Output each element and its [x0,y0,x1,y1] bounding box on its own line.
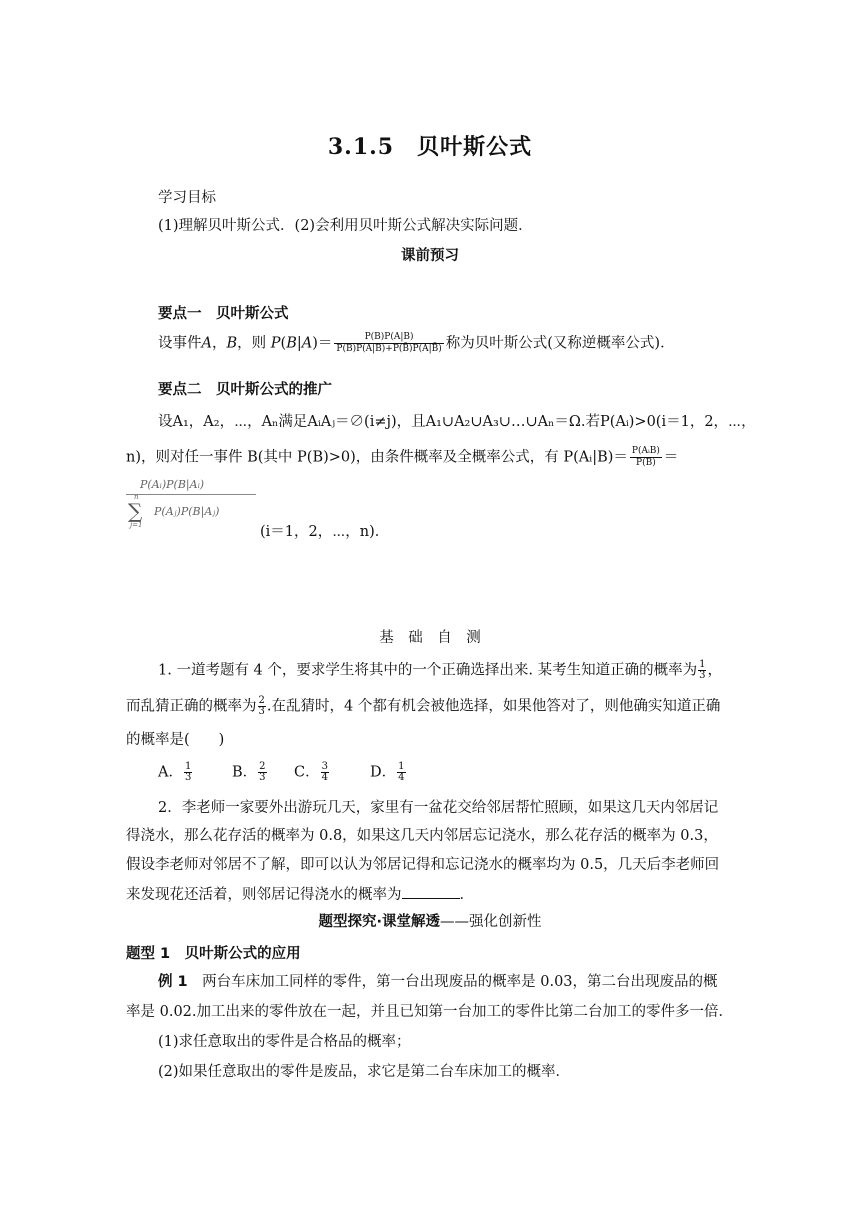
conditional-numerator: P(AᵢB) [631,446,660,456]
conditional-fraction [630,446,662,469]
example1-label: 例 1 [158,974,188,990]
generalized-denominator [126,495,256,533]
q1-option-d [370,762,407,783]
option-a-den: 3 [184,772,192,783]
point1-tail: 称为贝叶斯公式(又称逆概率公式)． [445,335,675,352]
q1-line2-a: 而乱猜正确的概率为 [126,698,257,715]
q1-prob-know-den: 3 [699,670,706,681]
example1-line1-text: 两台车床加工同样的零件，第一台出现废品的概率是 0.03，第二台出现废品的概 [187,974,718,990]
option-b-den: 3 [259,772,266,783]
option-a-fraction [184,762,192,783]
goals-text: (1)理解贝叶斯公式．(2)会利用贝叶斯公式解决实际问题． [158,218,533,234]
q2-line1: 2．李老师一家要外出游玩几天，家里有一盆花交给邻居帮忙照顾，如果这几天内邻居记 [158,800,719,816]
q1-prob-know [698,660,706,681]
option-d-fraction [397,762,405,783]
q2-line4-end: ． [459,887,474,903]
q1-line1-text: 1. 一道考题有 4 个，要求学生将其中的一个正确选择出来. 某考生知道正确的概率为 [158,662,698,679]
option-d-label: D． [370,764,397,781]
bayes-numerator: P(B)P(A|B) [334,332,443,344]
type1-heading: 题型 1 贝叶斯公式的应用 [126,946,301,962]
q1-prob-know-num: 1 [699,659,706,670]
point2-heading: 要点二 贝叶斯公式的推广 [158,382,332,398]
point1-formula: 设事件A，B，则 P(B|A)＝ $\frac{P(B)P(A|B)}{P(B)P(A|B)+P(B̄)P(A|B̄)}$ 称为贝叶斯公式(又称逆概率公式)． [158,332,675,354]
selftest-heading: 基 础 自 测 [379,630,481,646]
option-c-num: 3 [321,761,328,772]
option-d-den: 4 [398,772,405,783]
q1-option-c [294,762,330,783]
sigma-icon: ∑ [128,499,143,523]
option-b-label: B． [232,764,258,781]
option-c-label: C． [294,764,320,781]
point1-lead: 设事件 [158,335,202,352]
q1-prob-guess-den: 3 [258,706,265,717]
example1-sub2: (2)如果任意取出的零件是废品，求它是第二台车床加工的概率． [158,1064,571,1080]
q2-line2: 得浇水，那么花存活的概率为 0.8，如果这几天内邻居忘记浇水，那么花存活的概率为 0.3， [126,828,718,844]
q2-line3: 假设李老师对邻居不了解，即可以认为邻居记得和忘记浇水的概率均为 0.5，几天后李老师回 [126,857,720,873]
goals-heading: 学习目标 [158,190,216,206]
bayes-fraction [334,332,443,355]
explore-heading-rest: ——强化创新性 [440,914,542,930]
point1-heading: 要点一 贝叶斯公式 [158,306,289,322]
point2-line2 [126,446,678,469]
option-b-num: 2 [259,761,266,772]
q1-line2-b: .在乱猜时，4 个都有机会被他选择，如果他答对了，则他确实知道正确 [266,698,721,715]
preview-heading: 课前预习 [401,248,459,264]
generalized-bayes-fraction [126,478,256,533]
sigma-lower-limit: j=1 [130,521,143,529]
conditional-denominator: P(B) [636,458,656,468]
example1-line2: 率是 0.02.加工出来的零件放在一起，并且已知第一台加工的零件比第二台加工的零件多一倍． [126,1004,733,1020]
option-c-den: 4 [321,772,328,783]
index-range: (i＝1，2，⋯，n)． [260,524,390,540]
page-title: 3.1.5 贝叶斯公式 [327,134,533,160]
q2-line4 [126,884,474,905]
q2-line4-text: 来发现花还活着，则邻居记得浇水的概率为 [126,887,402,903]
option-a-label: A． [158,764,183,781]
point2-line2-text: n)，则对任一事件 B(其中 P(B)>0)，由条件概率及全概率公式，有 P(Aᵢ|B)＝ [126,449,628,466]
point2-line1: 设A₁，A₂，⋯，Aₙ满足AᵢAⱼ＝∅(i≠j)，且A₁∪A₂∪A₃∪…∪Aₙ＝Ω.若P(Aᵢ)>0(i＝1，2，⋯， [158,414,756,430]
q1-prob-guess-num: 2 [258,695,265,706]
explore-heading-bold: 题型探究·课堂解透 [318,914,440,930]
option-a-num: 1 [184,761,192,772]
q1-option-a [158,762,193,783]
option-d-num: 1 [398,761,405,772]
q1-line1: 1. 一道考题有 4 个，要求学生将其中的一个正确选择出来. 某考生知道正确的概率为 $\frac{1}{3}$ ， [158,659,722,681]
answer-blank [402,884,460,899]
equals-sign: ＝ [663,449,679,466]
example1-line1 [158,972,718,992]
q1-prob-guess [258,696,266,717]
bayes-denominator: P(B)P(A|B)+P(B̄)P(A|B̄) [336,344,442,354]
example1-sub1: (1)求任意取出的零件是合格品的概率； [158,1034,411,1050]
q1-line3: 的概率是( ) [126,732,225,748]
generalized-denominator-text: P(Aⱼ)P(B|Aⱼ) [154,505,220,518]
generalized-numerator: P(Aᵢ)P(B|Aᵢ) [126,478,256,495]
sigma-upper-limit: n [134,493,139,501]
q1-option-b [232,762,268,783]
option-b-fraction [258,762,266,783]
option-c-fraction [321,762,329,783]
q1-line2 [126,696,720,717]
explore-heading [0,912,860,932]
